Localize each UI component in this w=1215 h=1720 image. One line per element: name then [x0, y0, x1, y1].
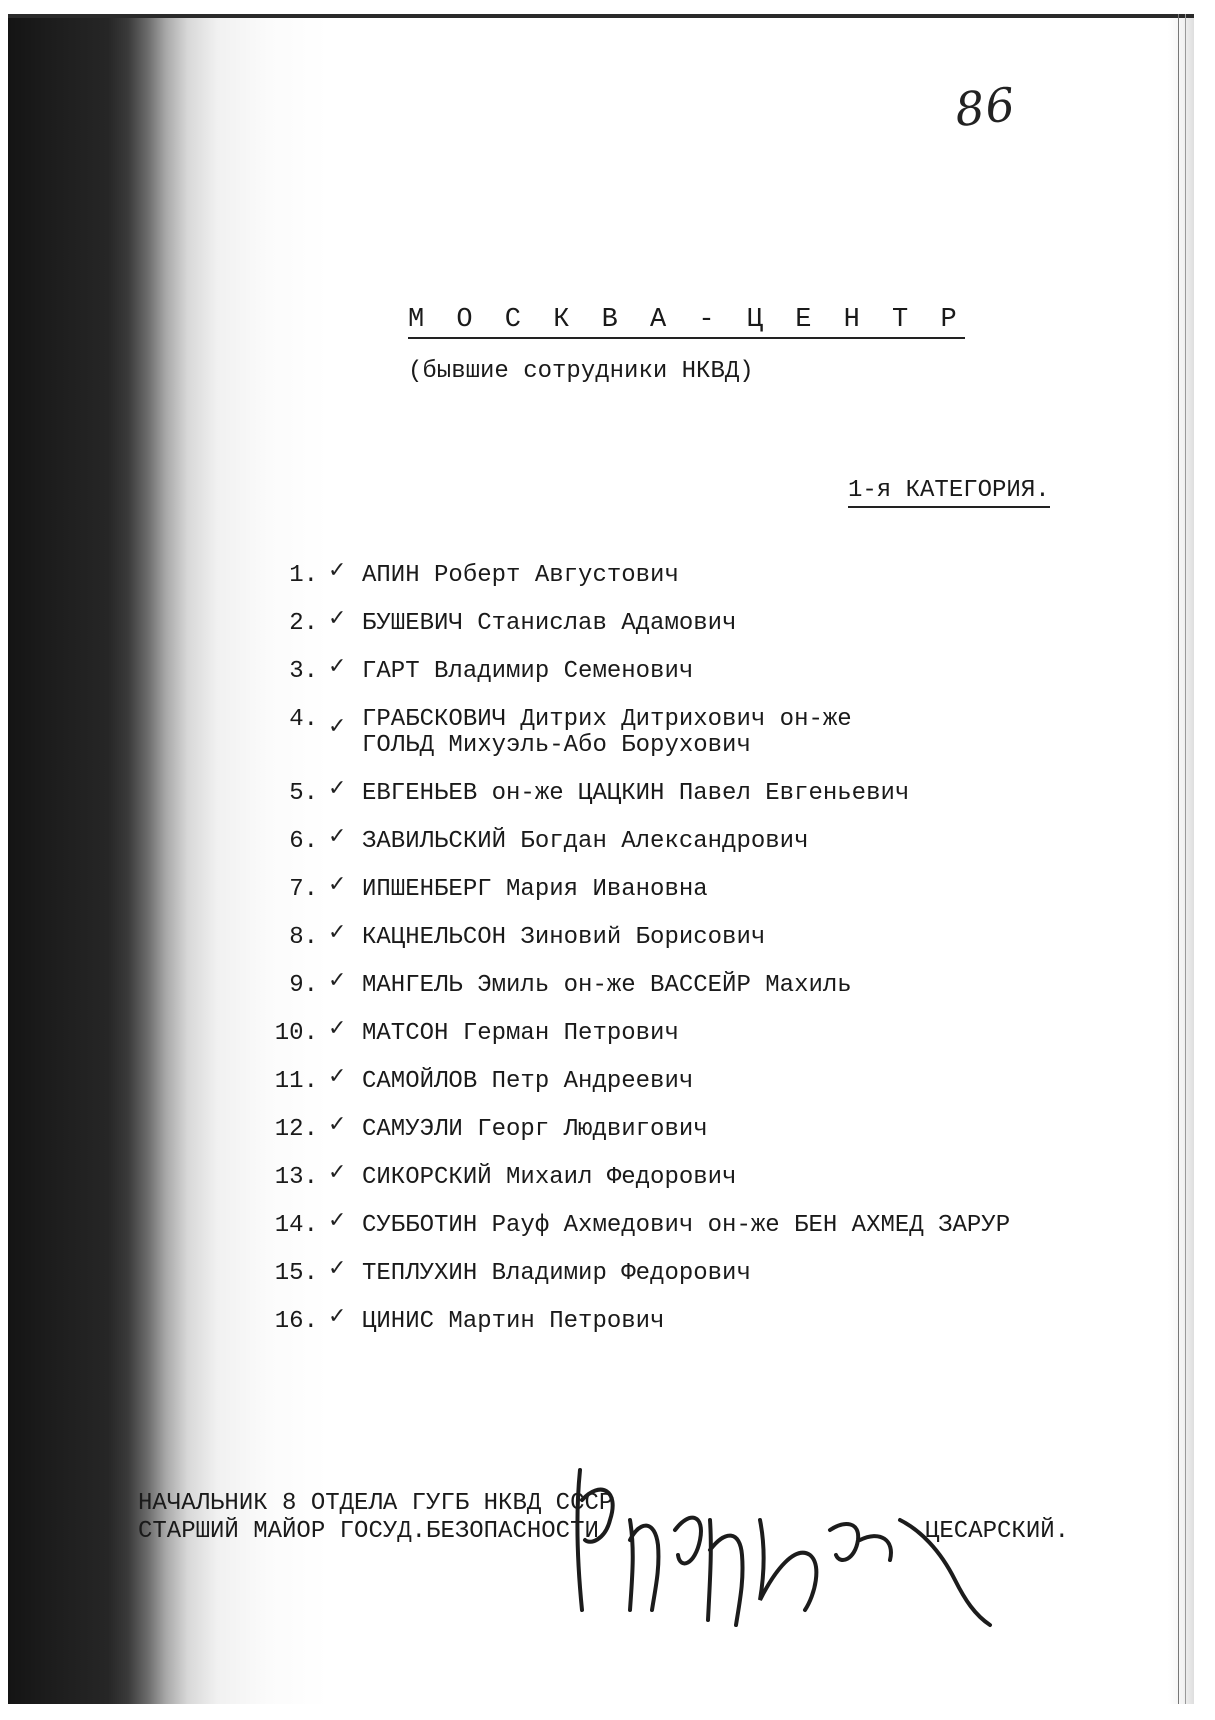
category-heading: 1-я КАТЕГОРИЯ. — [848, 477, 1050, 508]
list-item-name: ТЕПЛУХИН Владимир Федорович — [362, 1260, 751, 1287]
page-top-edge — [8, 14, 1194, 18]
list-item-name: СИКОРСКИЙ Михаил Федорович — [362, 1164, 737, 1191]
list-item-name: САМОЙЛОВ Петр Андреевич — [362, 1068, 694, 1095]
list-item-name: АПИН Роберт Августович — [362, 562, 679, 589]
list-item — [270, 558, 1190, 594]
list-item — [270, 654, 1190, 690]
check-mark-icon: ✓ — [328, 1112, 347, 1137]
list-item-number: 1. — [289, 562, 318, 589]
check-mark-icon: ✓ — [328, 714, 347, 739]
list-item-number: 11. — [274, 1068, 318, 1095]
list-item-name: ЗАВИЛЬСКИЙ Богдан Александрович — [362, 828, 809, 855]
list-item — [270, 706, 1190, 764]
handwritten-page-number: 86 — [952, 76, 1019, 138]
list-item-name: БУШЕВИЧ Станислав Адамович — [362, 610, 737, 637]
list-item-name: ГАРТ Владимир Семенович — [362, 658, 694, 685]
check-mark-icon: ✓ — [328, 1064, 347, 1089]
list-item-name: ЕВГЕНЬЕВ он-же ЦАЦКИН Павел Евгеньевич — [362, 780, 910, 807]
footer-signer-name: ЦЕСАРСКИЙ. — [925, 1518, 1070, 1545]
list-item-number: 6. — [289, 828, 318, 855]
list-item — [270, 1016, 1190, 1052]
list-item — [270, 776, 1190, 812]
list-item-number: 15. — [274, 1260, 318, 1287]
list-item — [270, 1064, 1190, 1100]
list-item-alias: ГОЛЬД Михуэль-Або Борухович — [362, 732, 751, 759]
list-item-number: 4. — [289, 706, 318, 733]
list-item-name: САМУЭЛИ Георг Людвигович — [362, 1116, 708, 1143]
handwritten-signature — [560, 1460, 1000, 1640]
footer-signature-block — [138, 1490, 613, 1546]
list-item-name: МАТСОН Герман Петрович — [362, 1020, 679, 1047]
list-item — [270, 968, 1190, 1004]
list-item-number: 12. — [274, 1116, 318, 1143]
list-item — [270, 872, 1190, 908]
check-mark-icon: ✓ — [328, 1160, 347, 1185]
list-item-number: 9. — [289, 972, 318, 999]
list-item-number: 8. — [289, 924, 318, 951]
list-item — [270, 1304, 1190, 1340]
check-mark-icon: ✓ — [328, 654, 347, 679]
document-title: М О С К В А - Ц Е Н Т Р — [408, 305, 965, 339]
check-mark-icon: ✓ — [328, 1304, 347, 1329]
list-item-number: 7. — [289, 876, 318, 903]
list-item — [270, 1256, 1190, 1292]
list-item-number: 13. — [274, 1164, 318, 1191]
check-mark-icon: ✓ — [328, 1016, 347, 1041]
check-mark-icon: ✓ — [328, 1256, 347, 1281]
list-item-number: 10. — [274, 1020, 318, 1047]
list-item — [270, 606, 1190, 642]
list-item-name: СУББОТИН Рауф Ахмедович он-же БЕН АХМЕД ЗАРУР — [362, 1212, 1011, 1239]
list-item-name: ИПШЕНБЕРГ Мария Ивановна — [362, 876, 708, 903]
check-mark-icon: ✓ — [328, 920, 347, 945]
list-item-number: 2. — [289, 610, 318, 637]
check-mark-icon: ✓ — [328, 776, 347, 801]
check-mark-icon: ✓ — [328, 872, 347, 897]
list-item-name: ЦИНИС Мартин Петрович — [362, 1308, 665, 1335]
list-item — [270, 824, 1190, 860]
list-item — [270, 1160, 1190, 1196]
check-mark-icon: ✓ — [328, 606, 347, 631]
check-mark-icon: ✓ — [328, 968, 347, 993]
footer-title-line: НАЧАЛЬНИК 8 ОТДЕЛА ГУГБ НКВД СССР — [138, 1490, 614, 1517]
list-item-number: 5. — [289, 780, 318, 807]
list-item-number: 3. — [289, 658, 318, 685]
list-item-name: КАЦНЕЛЬСОН Зиновий Борисович — [362, 924, 766, 951]
list-item — [270, 920, 1190, 956]
list-item — [270, 1208, 1190, 1244]
check-mark-icon: ✓ — [328, 1208, 347, 1233]
check-mark-icon: ✓ — [328, 558, 347, 583]
list-item-number: 14. — [274, 1212, 318, 1239]
list-item-name: МАНГЕЛЬ Эмиль он-же ВАССЕЙР Махиль — [362, 972, 852, 999]
list-item-name: ГРАБСКОВИЧ Дитрих Дитрихович он-же — [362, 706, 852, 733]
footer-rank-line: СТАРШИЙ МАЙОР ГОСУД.БЕЗОПАСНОСТИ — [138, 1518, 599, 1545]
document-subtitle: (бывшие сотрудники НКВД) — [408, 358, 754, 385]
list-item-number: 16. — [274, 1308, 318, 1335]
list-item — [270, 1112, 1190, 1148]
check-mark-icon: ✓ — [328, 824, 347, 849]
